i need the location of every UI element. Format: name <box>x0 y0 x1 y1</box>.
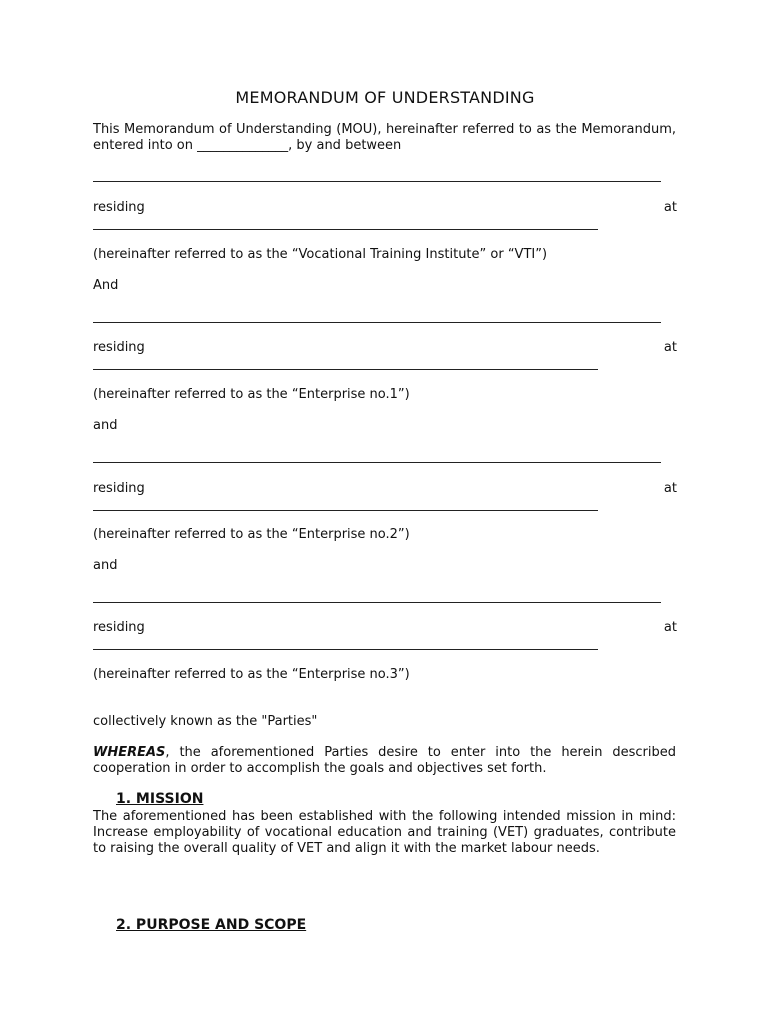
party-reference: (hereinafter referred to as the “Enterprise no.3”) <box>93 667 410 682</box>
at-label: at <box>663 340 677 355</box>
whereas-text: , the aforementioned Parties desire to enter into the herein described cooperation in order to accomplish the goals and objectives set forth. <box>93 745 676 776</box>
address-blank <box>93 369 598 370</box>
connector-text: and <box>93 558 118 573</box>
party-name-blank <box>93 322 661 323</box>
at-label: at <box>663 481 677 496</box>
whereas-paragraph <box>93 745 676 777</box>
party-name-blank <box>93 462 661 463</box>
residing-row <box>93 620 677 636</box>
document-title: MEMORANDUM OF UNDERSTANDING <box>235 88 535 107</box>
section-2-heading: 2. PURPOSE AND SCOPE <box>116 917 307 933</box>
party-reference: (hereinafter referred to as the “Enterprise no.2”) <box>93 527 410 542</box>
address-blank <box>93 229 598 230</box>
residing-label: residing <box>93 481 145 496</box>
party-reference: (hereinafter referred to as the “Enterprise no.1”) <box>93 387 410 402</box>
residing-label: residing <box>93 340 145 355</box>
collectively-text: collectively known as the "Parties" <box>93 714 318 729</box>
address-blank <box>93 510 598 511</box>
residing-label: residing <box>93 620 145 635</box>
party-name-blank <box>93 181 661 182</box>
residing-row <box>93 481 677 497</box>
at-label: at <box>663 200 677 215</box>
connector-text: and <box>93 418 118 433</box>
party-name-blank <box>93 602 661 603</box>
party-reference: (hereinafter referred to as the “Vocational Training Institute” or “VTI”) <box>93 247 548 262</box>
section-1-body: The aforementioned has been established with the following intended mission in mind: Increase employability of vocational education and training (VET) graduates, contribute to raising the overall quality of VET and align it with the market labour needs. <box>93 809 676 856</box>
residing-row <box>93 200 677 216</box>
intro-paragraph: This Memorandum of Understanding (MOU), hereinafter referred to as the Memorandum, entered into on ______________, by and between <box>93 122 676 153</box>
address-blank <box>93 649 598 650</box>
whereas-keyword: WHEREAS <box>93 745 166 760</box>
residing-row <box>93 340 677 356</box>
at-label: at <box>663 620 677 635</box>
residing-label: residing <box>93 200 145 215</box>
connector-text: And <box>93 278 119 293</box>
section-1-heading: 1. MISSION <box>116 791 204 807</box>
